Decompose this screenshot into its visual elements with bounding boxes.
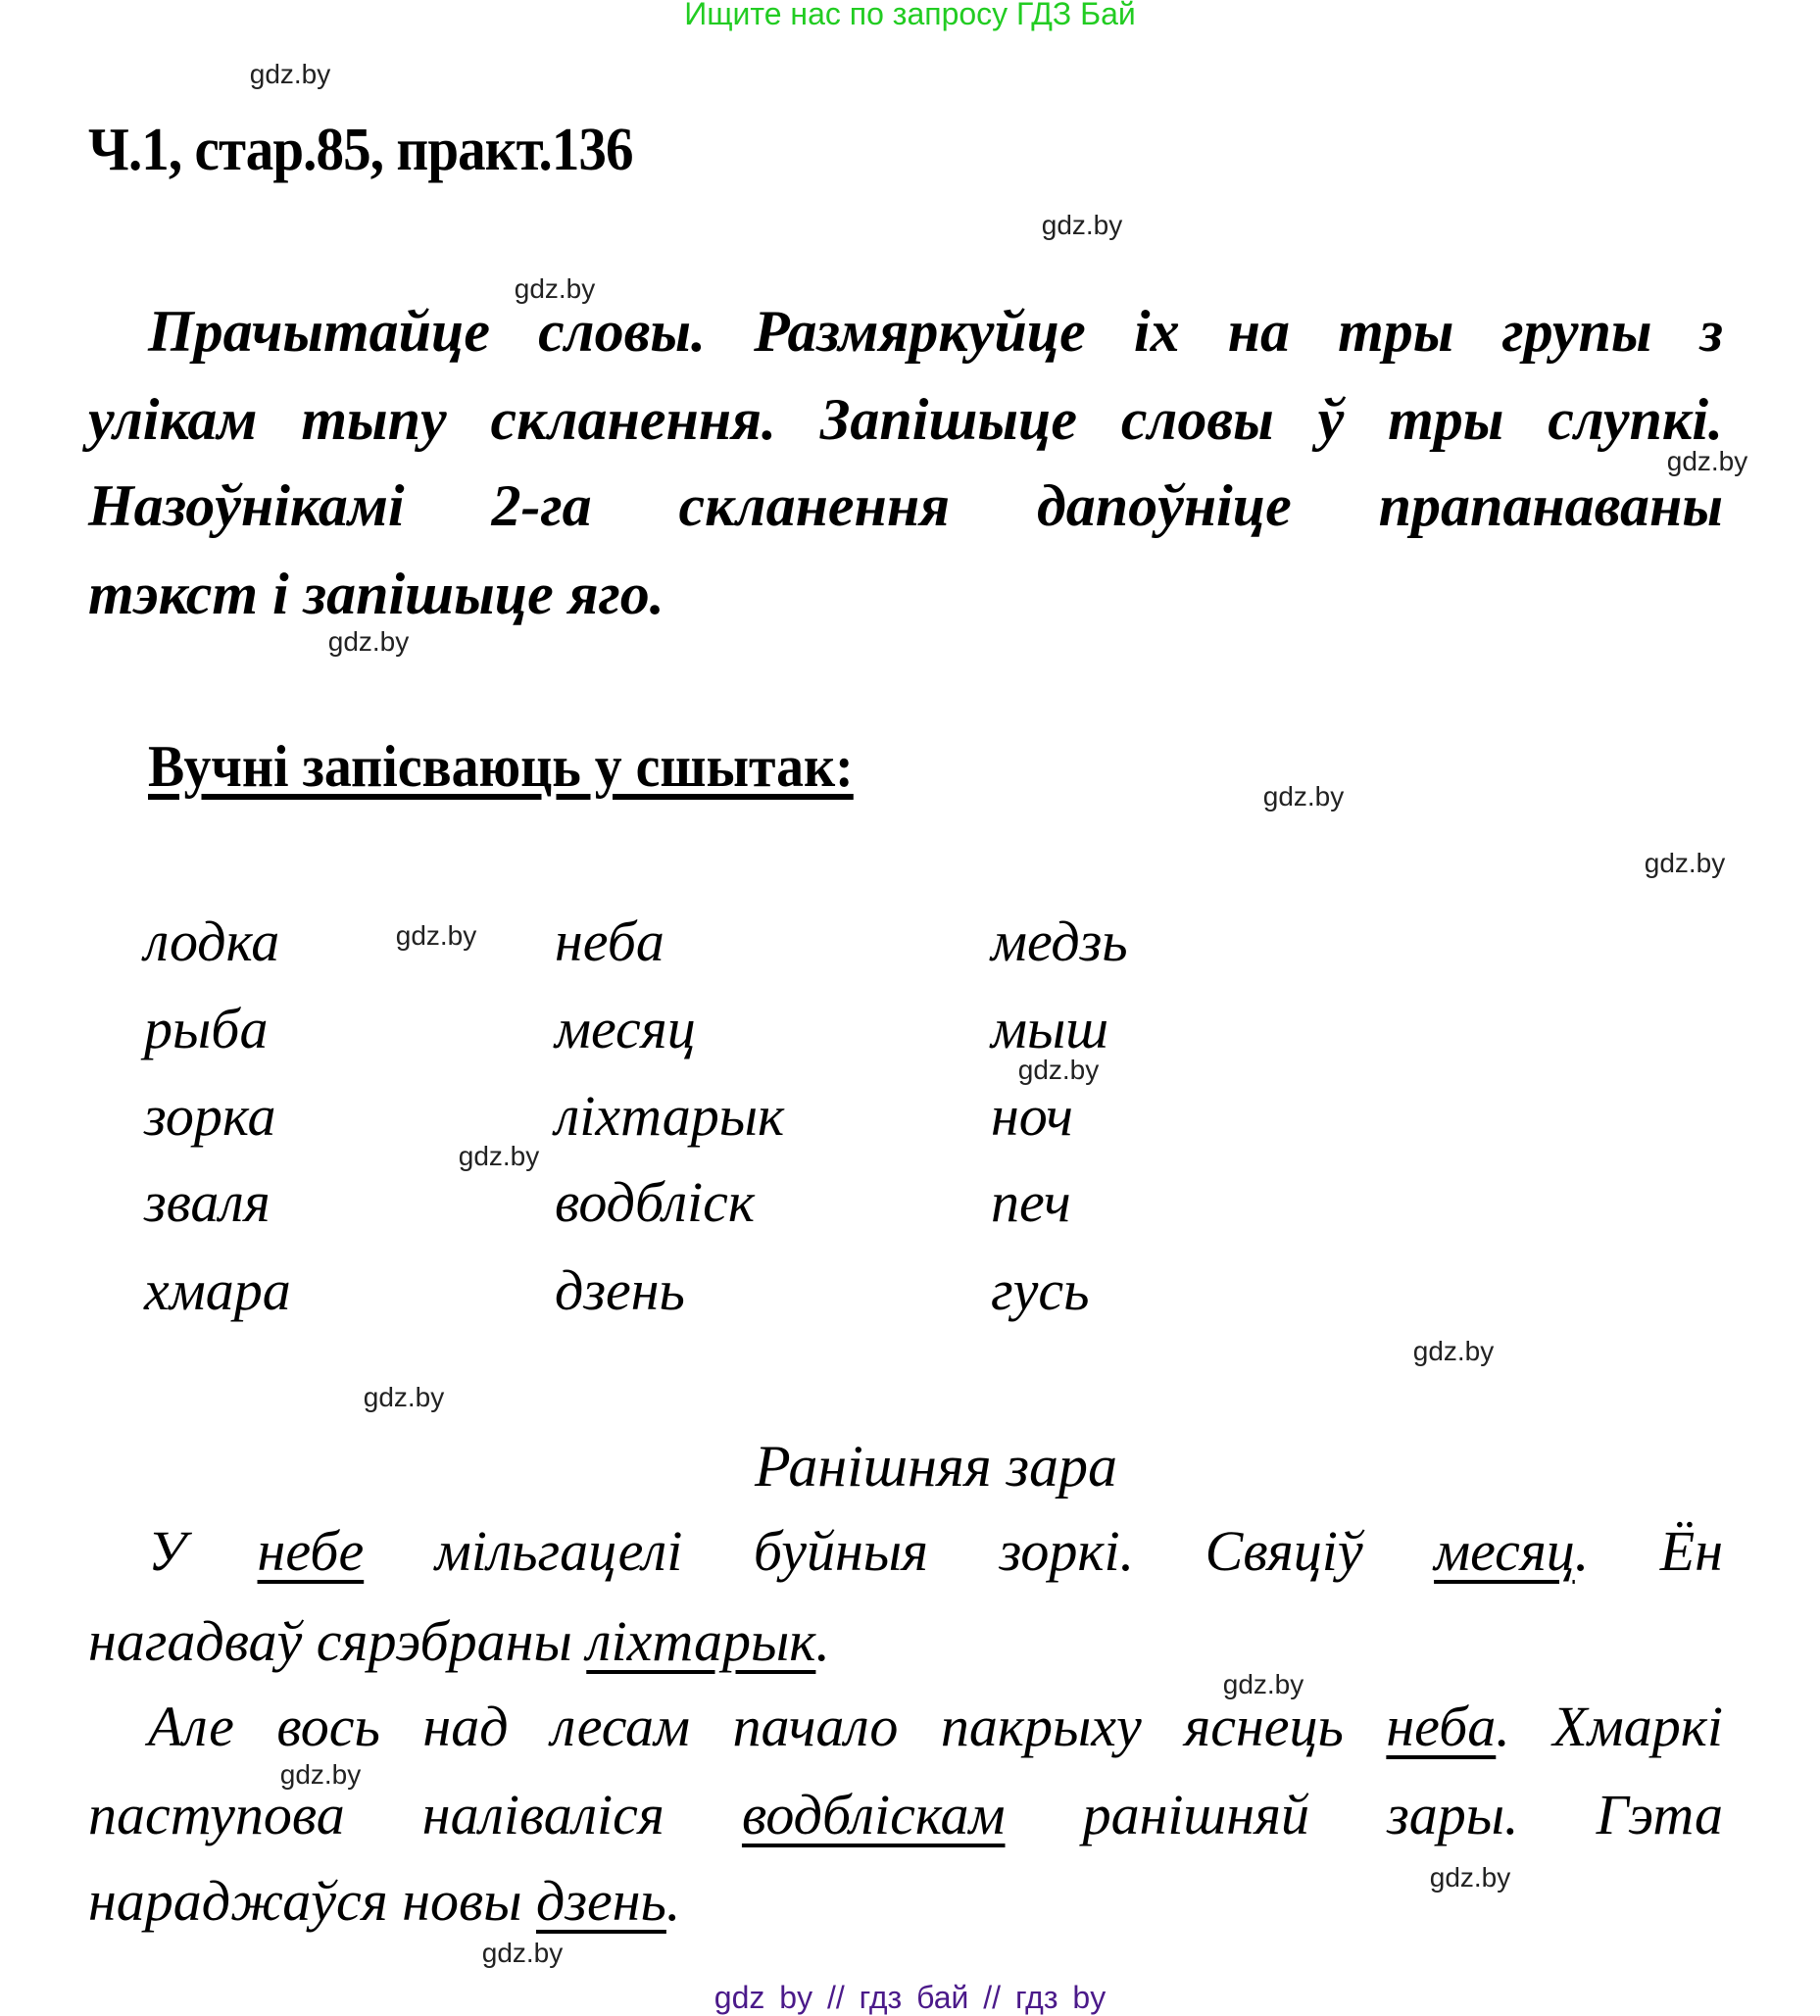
word-col2: дзень <box>555 1258 685 1322</box>
word-col3: ноч <box>991 1084 1073 1148</box>
text: . Хмаркі <box>1496 1695 1723 1758</box>
watermark: gdz.by <box>327 626 410 657</box>
answer-heading: Вучні запісваюць у сшытак: <box>148 734 854 799</box>
word-col3: печ <box>991 1170 1071 1234</box>
story-title: Ранішняя зара <box>754 1434 1118 1499</box>
text: Але вось над лесам пачало пакрыху яснець <box>148 1695 1387 1758</box>
word-col2: месяц <box>555 997 696 1060</box>
footer-watermark: gdz by // гдз бай // гдз by <box>713 1980 1107 2015</box>
page-title: Ч.1, стар.85, практ.136 <box>88 117 633 183</box>
text: . Ён <box>1574 1519 1723 1583</box>
word-col1: рыба <box>144 997 269 1060</box>
word-col3: мыш <box>991 997 1109 1060</box>
text: нараджаўся новы <box>88 1869 536 1933</box>
story-line <box>88 1783 1723 1846</box>
watermark: gdz.by <box>1017 1055 1100 1085</box>
watermark: gdz.by <box>514 273 596 304</box>
instruction-line: тэкст і запішыце яго. <box>88 562 664 626</box>
text: паступова наліваліся <box>88 1783 742 1846</box>
watermark: gdz.by <box>1666 446 1748 476</box>
watermark: gdz.by <box>1222 1669 1304 1699</box>
word-col1: хмара <box>144 1258 291 1322</box>
story-line <box>148 1695 1723 1758</box>
text: ранішняй зары. Гэта <box>1005 1783 1723 1846</box>
underlined-word: небе <box>257 1519 365 1583</box>
story-line <box>88 1869 1723 1933</box>
underlined-word: неба <box>1386 1695 1497 1758</box>
text: . <box>665 1869 681 1933</box>
text: нагадваў сярэбраны <box>88 1609 587 1673</box>
instruction-line: Прачытайце словы. Размяркуйце іх на тры групы з <box>148 299 1723 364</box>
watermark: gdz.by <box>1262 781 1345 811</box>
watermark: gdz.by <box>1644 848 1726 878</box>
word-col3: гусь <box>991 1258 1090 1322</box>
instruction-line: улікам тыпу скланення. Запішыце словы ў тры слупкі. <box>88 387 1723 452</box>
story-line <box>88 1609 1723 1673</box>
watermark: gdz.by <box>1429 1862 1511 1893</box>
watermark: gdz.by <box>458 1141 540 1171</box>
word-col2: неба <box>555 910 664 973</box>
underlined-word: дзень <box>535 1869 666 1933</box>
text: У <box>148 1519 258 1583</box>
story-line <box>148 1519 1723 1583</box>
word-col3: медзь <box>991 910 1128 973</box>
word-col1: зваля <box>144 1170 271 1234</box>
word-col2: ліхтарык <box>555 1084 785 1148</box>
underlined-word: месяц <box>1434 1519 1575 1583</box>
word-col1: лодка <box>144 910 280 973</box>
watermark: gdz.by <box>249 59 331 89</box>
watermark: gdz.by <box>1041 210 1123 240</box>
watermark: gdz.by <box>481 1938 564 1968</box>
watermark: gdz.by <box>363 1382 445 1412</box>
instruction-line: Назоўнікамі 2-га скланення дапоўніце прапанаваны <box>88 473 1723 538</box>
text: мільгацелі буйныя зоркі. Свяціў <box>364 1519 1435 1583</box>
watermark: gdz.by <box>395 920 477 951</box>
promo-banner: Ищите нас по запросу ГДЗ Бай <box>684 0 1136 31</box>
watermark: gdz.by <box>1412 1336 1495 1366</box>
underlined-word: ліхтарык <box>586 1609 816 1673</box>
underlined-word: водбліскам <box>741 1783 1006 1846</box>
word-col1: зорка <box>144 1084 276 1148</box>
text: . <box>815 1609 830 1673</box>
watermark: gdz.by <box>279 1759 362 1790</box>
word-col2: водбліск <box>555 1170 755 1234</box>
